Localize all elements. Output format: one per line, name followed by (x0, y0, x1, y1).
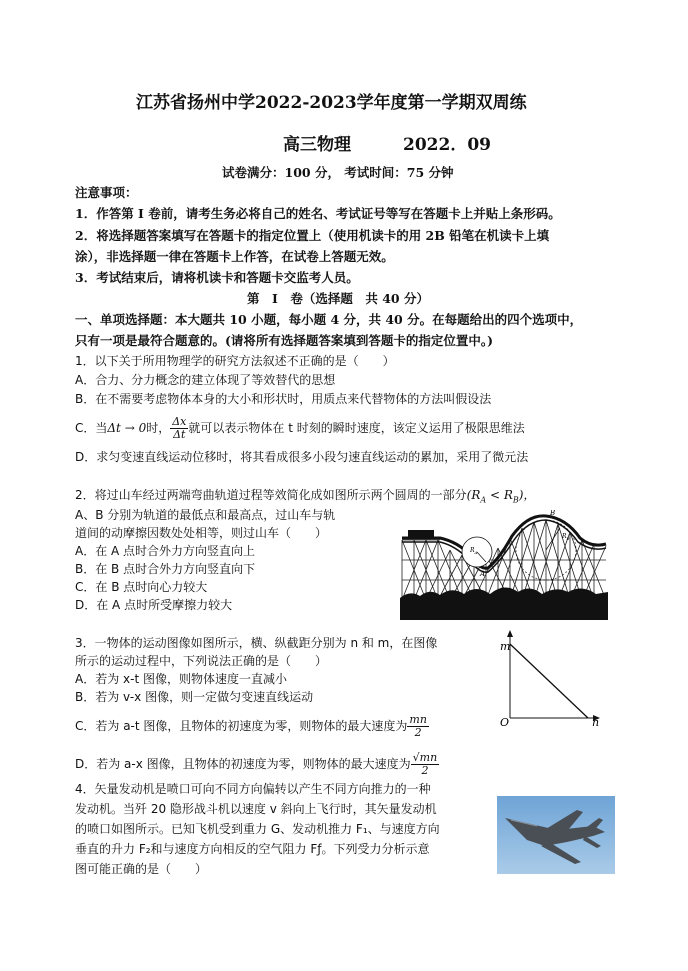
notice-item-1: 1．作答第 I 卷前，请考生务必将自己的姓名、考试证号等写在答题卡上并贴上条形码。 (75, 206, 561, 221)
q2-option-c: C．在 B 点时向心力较大 (75, 580, 208, 594)
q3-c-fraction: $\frac{mn}{2}$ (409, 713, 427, 739)
q1-c-mid: 时， (146, 421, 171, 435)
section-intro-b: 只有一项是最符合题意的。(请将所有选择题答案填到答题卡的指定位置中。) (75, 333, 494, 348)
notice-item-2a: 2．将选择题答案填写在答题卡的指定位置上（使用机读卡的用 2B 铅笔在机读卡上填 (75, 228, 550, 243)
fig-label-b: B (550, 510, 556, 517)
q1-c-suffix: 就可以表示物体在 t 时刻的瞬时速度，该定义运用了极限思维法 (188, 421, 525, 435)
q1-c-prefix: C．当 (75, 421, 108, 435)
q2-option-a: A．在 A 点时合外力方向竖直向上 (75, 544, 256, 558)
notice-item-2b: 涂），非选择题一律在答题卡上作答，在试卷上答题无效。 (75, 249, 394, 264)
q3-option-c (75, 714, 429, 739)
q2-stem-a-cond: $(R_A < R_B)$， (466, 488, 536, 505)
axis-label-o: O (500, 716, 510, 726)
section-heading: 第 I 卷（选择题 共 40 分） (247, 291, 429, 306)
q1-c-num: Δx (172, 415, 187, 428)
q1-c-den: Δt (173, 428, 186, 441)
q1-c-fraction (170, 416, 188, 441)
q1-option-d: D．求匀变速直线运动位移时，将其看成很多小段匀速直线运动的累加，采用了微元法 (75, 450, 529, 464)
q1-c-cond: Δt → 0 (107, 421, 147, 435)
q4-line-3: 的喷口如图所示。已知飞机受到重力 G、发动机推力 F₁、与速度方向 (75, 822, 440, 836)
q1-option-a: A．合力、分力概念的建立体现了等效替代的思想 (75, 373, 336, 387)
q3-option-d (75, 752, 439, 777)
fig-label-a: A (480, 570, 486, 578)
q3-graph (496, 630, 606, 726)
exam-date: 2022．09 (403, 135, 491, 155)
axis-label-n: n (592, 716, 600, 726)
q3-stem-b: 所示的运动过程中，下列说法正确的是（ ） (75, 654, 328, 668)
q3-option-b: B．若为 v-x 图像，则一定做匀变速直线运动 (75, 690, 314, 704)
subject-label: 高三物理 (283, 135, 351, 155)
q1-option-c (75, 416, 525, 441)
q2-option-d: D．在 A 点时所受摩擦力较大 (75, 598, 233, 612)
section-intro-a: 一、单项选择题：本大题共 10 小题，每小题 4 分，共 40 分。在每题给出的四个选项中， (75, 312, 583, 327)
q4-line-4: 垂直的升力 F₂和与速度方向相反的空气阻力 Fƒ。下列受力分析示意 (75, 842, 430, 856)
exam-info: 试卷满分：100 分， 考试时间：75 分钟 (222, 165, 454, 180)
roller-coaster-figure (400, 510, 608, 620)
q3-d-text: D．若为 a-x 图像，且物体的初速度为零，则物体的最大速度为 (75, 757, 411, 771)
q3-stem-a: 3．一物体的运动图像如图所示，横、纵截距分别为 n 和 m，在图像 (75, 636, 438, 650)
q2-option-b: B．在 B 点时合外力方向竖直向下 (75, 562, 256, 576)
q2-stem-c: 道间的动摩擦因数处处相等，则过山车（ ） (75, 526, 328, 540)
q3-option-a: A．若为 x-t 图像，则物体速度一直减小 (75, 672, 287, 686)
exam-title: 江苏省扬州中学2022-2023学年度第一学期双周练 (136, 93, 527, 113)
axis-label-m: m (500, 640, 511, 653)
q3-c-text: C．若为 a-t 图像，且物体的初速度为零，则物体的最大速度为 (75, 719, 408, 733)
q1-stem: 1．以下关于所用物理学的研究方法叙述不正确的是（ ） (75, 354, 395, 368)
y-axis-arrow (507, 630, 513, 637)
fig-label-rb: $R_B$ (562, 533, 570, 541)
coaster-car (408, 530, 434, 538)
q3-d-fraction: $\frac{√mn}{2}$ (412, 751, 438, 777)
graph-line (510, 644, 588, 718)
q1-option-b: B．在不需要考虑物体本身的大小和形状时，用质点来代替物体的方法叫假设法 (75, 392, 492, 406)
q4-line-5: 图可能正确的是（ ） (75, 862, 208, 876)
q4-line-2: 发动机。当歼 20 隐形战斗机以速度 v 斜向上飞行时，其矢量发动机 (75, 802, 437, 816)
fig-label-ra: $R_A$ (470, 547, 478, 555)
q4-line-1: 4．矢量发动机是喷口可向不同方向偏转以产生不同方向推力的一种 (75, 782, 431, 796)
notice-item-3: 3．考试结束后，请将机读卡和答题卡交监考人员。 (75, 270, 359, 285)
j20-jet-photo (497, 796, 615, 874)
notice-heading: 注意事项： (75, 185, 138, 200)
q2-stem-a-text: 2．将过山车经过两端弯曲轨道过程等效简化成如图所示两个圆周的一部分 (75, 488, 467, 502)
q2-stem-b: A、B 分别为轨道的最低点和最高点，过山车与轨 (75, 508, 336, 522)
ground-silhouette (400, 587, 608, 620)
